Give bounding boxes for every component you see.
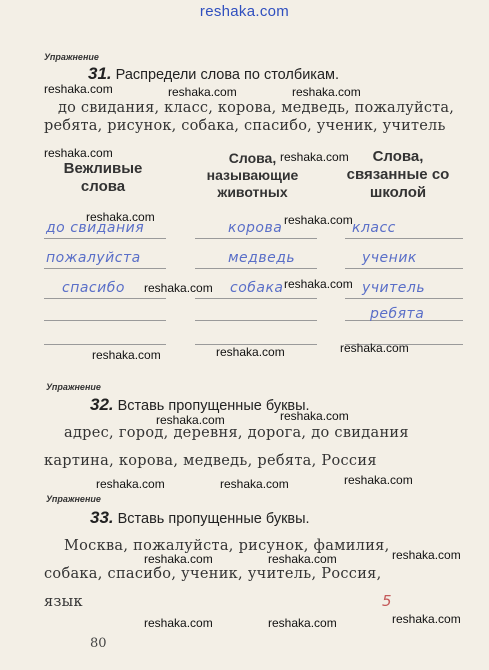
watermark: reshaka.com [392, 548, 461, 562]
exercise-31-number: 31. [88, 64, 112, 83]
column-header-polite: Вежливые слова [63, 160, 143, 195]
ruled-line [345, 268, 463, 269]
exercise-label: Упражнение [44, 52, 99, 62]
answer-polite-3: спасибо [62, 280, 125, 296]
ruled-line [195, 268, 317, 269]
watermark: reshaka.com [280, 150, 349, 164]
ruled-line [345, 298, 463, 299]
exercise-32-line-1: адрес, город, деревня, дорога, до свидания [64, 425, 409, 441]
exercise-32-instruction: Вставь пропущенные буквы. [117, 398, 310, 414]
column-header-school: Слова, связанные со школой [346, 148, 450, 201]
watermark: reshaka.com [44, 82, 113, 96]
watermark: reshaka.com [156, 413, 225, 427]
grade-mark: 5 [382, 592, 392, 610]
watermark: reshaka.com [168, 85, 237, 99]
exercise-33-line-2: собака, спасибо, ученик, учитель, Россия, [44, 566, 382, 582]
site-header[interactable]: reshaka.com [199, 3, 290, 20]
word-list-line-2: ребята, рисунок, собака, спасибо, ученик, учитель [44, 118, 446, 134]
watermark: reshaka.com [340, 341, 409, 355]
exercise-32-number: 32. [90, 395, 114, 414]
exercise-32-title [90, 395, 310, 415]
watermark: reshaka.com [292, 85, 361, 99]
answer-school-3: учитель [362, 280, 426, 296]
exercise-33-title [90, 508, 310, 528]
watermark: reshaka.com [268, 616, 337, 630]
watermark: reshaka.com [96, 477, 165, 491]
ruled-line [345, 238, 463, 239]
answer-animals-1: корова [228, 220, 283, 236]
exercise-31-instruction: Распредели слова по столбикам. [115, 67, 340, 83]
exercise-32-line-2: картина, корова, медведь, ребята, Россия [44, 453, 377, 469]
watermark: reshaka.com [284, 277, 353, 291]
exercise-31-title [88, 64, 339, 84]
answer-school-1: класс [352, 220, 396, 236]
answer-animals-3: собака [230, 280, 284, 296]
watermark: reshaka.com [144, 616, 213, 630]
watermark: reshaka.com [392, 612, 461, 626]
watermark: reshaka.com [86, 210, 155, 224]
watermark: reshaka.com [144, 281, 213, 295]
watermark: reshaka.com [280, 409, 349, 423]
watermark: reshaka.com [268, 552, 337, 566]
ruled-line [44, 268, 166, 269]
ruled-line [44, 344, 166, 345]
answer-animals-2: медведь [228, 250, 296, 266]
ruled-line [44, 238, 166, 239]
ruled-line [44, 298, 166, 299]
watermark: reshaka.com [92, 348, 161, 362]
answer-polite-2: пожалуйста [46, 250, 141, 266]
answer-school-2: ученик [362, 250, 417, 266]
exercise-label: Упражнение [46, 494, 101, 504]
watermark: reshaka.com [216, 345, 285, 359]
exercise-33-instruction: Вставь пропущенные буквы. [117, 511, 310, 527]
watermark: reshaka.com [44, 146, 113, 160]
answer-school-4: ребята [370, 306, 425, 322]
column-header-animals: Слова, называющие животных [206, 150, 299, 200]
watermark: reshaka.com [144, 552, 213, 566]
ruled-line [195, 320, 317, 321]
exercise-33-line-3: язык [44, 594, 83, 610]
watermark: reshaka.com [284, 213, 353, 227]
exercise-33-number: 33. [90, 508, 114, 527]
exercise-33-line-1: Москва, пожалуйста, рисунок, фамилия, [64, 538, 390, 554]
exercise-label: Упражнение [46, 382, 101, 392]
ruled-line [195, 238, 317, 239]
ruled-line [44, 320, 166, 321]
watermark: reshaka.com [220, 477, 289, 491]
watermark: reshaka.com [344, 473, 413, 487]
ruled-line [195, 298, 317, 299]
word-list-line-1: до свидания, класс, корова, медведь, пожалуйста, [58, 100, 455, 116]
answer-polite-1: до свидания [46, 220, 145, 236]
page-number: 80 [90, 636, 107, 651]
